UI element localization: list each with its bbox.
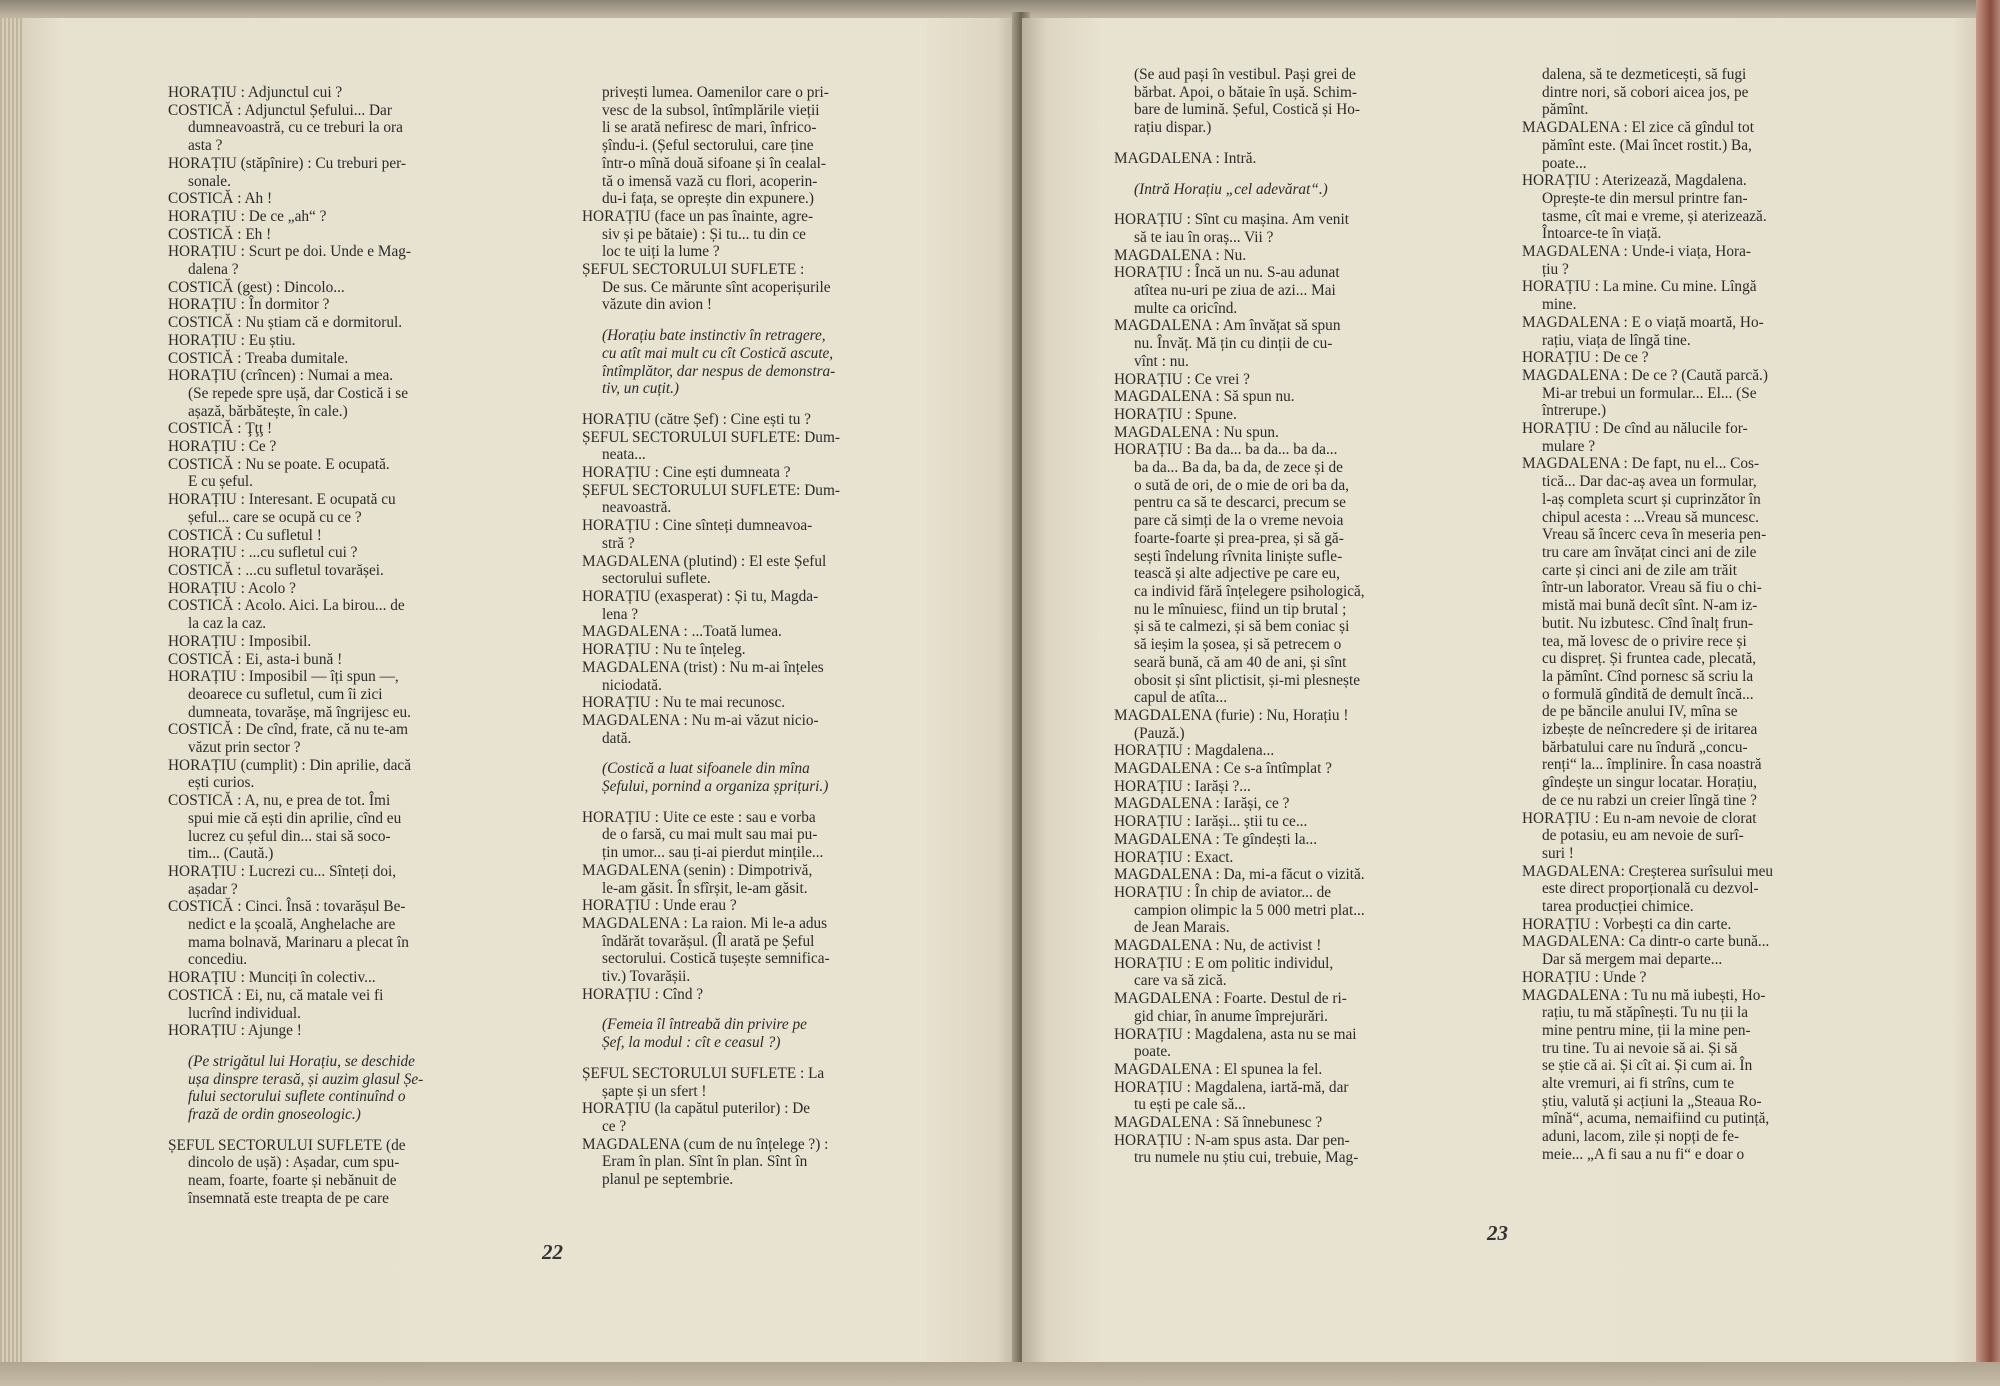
text-line [582,796,958,809]
text-line: tea, mă lovesc de o privire rece și [1542,632,1747,650]
text-line: dintre nori, să cobori aicea jos, pe [1542,83,1749,101]
text-line: MAGDALENA (cum de nu înțelege ?) : [582,1135,829,1153]
text-line: loc te uiți la lume ? [602,243,720,261]
text-line: Șef, la modul : cît e ceasul ?) [602,1034,781,1052]
text-line [582,314,958,327]
text-line: HORAȚIU : Eu n-am nevoie de clorat [1522,809,1757,827]
text-line: bare de lumină. Șeful, Costică și Ho- [1134,101,1361,119]
text-line: HORAȚIU : Iarăși... știi tu ce... [1114,813,1308,831]
text-line: HORAȚIU : De ce „ah“ ? [168,207,327,225]
text-line [582,398,958,411]
book-cover-edge-right [1976,0,2000,1386]
left-page-column-1 [168,84,540,1208]
text-line: ȘEFUL SECTORULUI SUFLETE: Dum- [582,481,840,499]
text-line: COSTICĂ : De cînd, frate, că nu te-am [168,721,408,739]
text-line: le-am găsit. În sfîrșit, le-am găsit. [602,879,808,897]
text-line: campion olimpic la 5 000 metri plat... [1134,901,1365,919]
text-line: HORAȚIU : Acolo ? [168,579,296,597]
text-line: o sută de ori, de o mie de ori ba da, [1134,476,1349,494]
text-line: renți“ la... împlinire. În casa noastră [1542,756,1762,774]
text-line: pentru ca să te descarci, precum se [1134,494,1346,512]
text-line: MAGDALENA : Te gîndești la... [1114,830,1318,848]
text-line: șeful... care se ocupă cu ce ? [188,508,362,526]
text-line: mama bolnavă, Marinaru a plecat în [188,933,409,951]
text-line: ce ? [602,1117,627,1135]
text-line: COSTICĂ : A, nu, e prea de tot. Îmi [168,792,391,810]
text-line: MAGDALENA : Nu spun. [1114,423,1279,441]
text-line: HORAȚIU : Cine sînteți dumneavoa- [582,517,813,535]
text-line: (Se repede spre ușă, dar Costică i se [188,384,409,402]
text-line: tu ești pe cale să... [1134,1096,1246,1114]
text-line: pare că simți de la o vreme nevoia [1134,512,1344,530]
text-line: MAGDALENA : Ce s-a întîmplat ? [1114,760,1332,778]
text-line: MAGDALENA : Iarăși, ce ? [1114,795,1290,813]
text-line: HORAȚIU : Ajunge ! [168,1022,302,1040]
text-line: deoarece cu sufletul, cum îi zici [188,685,383,703]
text-line: vînt : nu. [1134,352,1189,370]
text-line: bărbatului care nu îndură „concu- [1542,738,1748,756]
text-line [582,747,958,760]
text-line: l-aș completa scurt și cuprinzător în [1542,490,1761,508]
text-line: cu atît mai mult cu cît Costică ascute, [602,344,834,362]
text-line: șapte și un sfert ! [602,1082,707,1100]
text-line: tă o imensă vază cu flori, acoperin- [602,172,818,190]
text-line: MAGDALENA : El zice că gîndul tot [1522,119,1754,137]
text-line: MAGDALENA : Tu nu mă iubești, Ho- [1522,986,1766,1004]
text-line: HORAȚIU (stăpînire) : Cu treburi per- [168,154,407,172]
text-line: MAGDALENA : Nu, de activist ! [1114,937,1322,955]
text-line: MAGDALENA : Să înnebunesc ? [1114,1114,1323,1132]
text-line [168,1040,540,1053]
text-line: (Femeia îl întreabă din privire pe [602,1016,807,1034]
text-line: HORAȚIU : Imposibil — îți spun —, [168,668,399,686]
left-page [22,18,1020,1363]
text-line: COSTICĂ : Cu sufletul ! [168,526,322,544]
text-line: COSTICĂ : Treaba dumitale. [168,349,349,367]
text-line: ușa dinspre terasă, și auzim glasul Șe- [188,1070,424,1088]
text-line: să ieșim la șosea, și să petrecem o [1134,636,1342,654]
text-line: meie... „A fi sau a nu fi“ e doar o [1542,1145,1745,1163]
text-line: așadar ? [188,880,238,898]
text-line: privești lumea. Oamenilor care o pri- [602,84,829,101]
text-line: aduni, lacom, zile și nopți de fe- [1542,1128,1740,1146]
text-line: tru tine. Tu ai nevoie să ai. Și să [1542,1039,1738,1057]
text-line: sești îndelung rîvnita liniște sufle- [1134,547,1343,565]
text-line: MAGDALENA : De ce ? (Caută parcă.) [1522,366,1768,384]
text-line: HORAȚIU : E om politic individul, [1114,954,1334,972]
text-line: văzute din avion ! [602,296,713,314]
text-line: E cu șeful. [188,473,253,491]
text-line: capul de atîta... [1134,689,1228,707]
text-line: MAGDALENA : E o viață moartă, Ho- [1522,313,1764,331]
text-line: planul pe septembrie. [602,1171,734,1189]
text-line: stră ? [602,534,635,552]
text-line: HORAȚIU : Uite ce este : sau e vorba [582,808,816,826]
text-line: MAGDALENA: Creșterea surîsului meu [1522,862,1774,880]
text-line: HORAȚIU : Lucrezi cu... Sînteți doi, [168,862,397,880]
text-line: MAGDALENA : Am învățat să spun [1114,317,1341,335]
text-line: neam, foarte, foarte și nebănuit de [188,1172,397,1190]
text-line: ești curios. [188,774,255,792]
text-line: dumneavoastră, cu ce treburi la ora [188,119,403,137]
text-line: este direct proporțională cu dezvol- [1542,880,1759,898]
text-line: îndărăt tovarășul. (Îl arată pe Șeful [602,932,815,950]
text-line: suri ! [1542,844,1574,862]
page-number-left: 22 [542,1240,563,1264]
text-line: HORAȚIU : Cine ești dumneata ? [582,464,791,482]
text-line: pămînt. [1542,101,1589,119]
text-line: însemnată este treapta de pe care [188,1189,389,1207]
right-page [1022,18,1977,1363]
text-line: HORAȚIU (cumplit) : Din aprilie, dacă [168,756,411,774]
text-line: așază, bărbătește, în cale.) [188,402,348,420]
text-line: obosit și sînt plictisit, și-mi plesnește [1134,671,1361,689]
text-line: lena ? [602,605,639,623]
text-line: MAGDALENA : Da, mi-a făcut o vizită. [1114,866,1365,884]
text-line: dalena, să te dezmeticești, să fugi [1542,66,1747,83]
text-line: dumneata, tovarășe, mă îngrijesc eu. [188,703,411,721]
text-line: (Pauză.) [1134,724,1185,742]
text-line: MAGDALENA : ...Toată lumea. [582,623,782,641]
text-line: HORAȚIU : Imposibil. [168,632,312,650]
text-line: într-o mînă două sifoane și în cealal- [602,154,826,172]
text-line: să te iau în oraș... Vii ? [1134,228,1274,246]
text-line: ȘEFUL SECTORULUI SUFLETE : [582,261,805,279]
text-line: HORAȚIU : Iarăși ?... [1114,777,1251,795]
text-line: HORAȚIU : Scurt pe doi. Unde e Mag- [168,243,412,261]
text-line: Vreau să încerc ceva în meseria pen- [1542,526,1767,544]
text-line: lucrînd individual. [188,1004,302,1022]
text-line: atîtea nu-uri pe ziua de azi... Mai [1134,282,1336,300]
text-line: asta ? [188,137,223,155]
text-line: la pămînt. Cînd pornesc să scriu la [1542,667,1754,685]
text-line: tru numele nu știu cui, trebuie, Mag- [1134,1149,1359,1167]
text-line: HORAȚIU : Cînd ? [582,985,704,1003]
text-line: tiv.) Tovarășii. [602,968,691,986]
text-line: HORAȚIU : Adjunctul cui ? [168,84,343,101]
text-line: întîmplător, dar nespus de demonstra- [602,362,836,380]
text-line: dată. [602,729,632,747]
text-line: carte și cinci ani de zile am trăit [1542,561,1737,579]
text-line: HORAȚIU : Unde ? [1522,968,1647,986]
text-line: știu, valută și acțiuni la „Steaua Ro- [1542,1092,1762,1110]
text-line: HORAȚIU (face un pas înainte, agre- [582,207,814,225]
text-line: poate. [1134,1043,1171,1061]
text-line: HORAȚIU : Nu te înțeleg. [582,641,746,659]
text-line: și să te calmezi, și să bem coniac și [1134,618,1350,636]
text-line: MAGDALENA : Foarte. Destul de ri- [1114,990,1347,1008]
text-line: de potasiu, eu am nevoie de surî- [1542,827,1744,845]
text-line: vesc de la subsol, întîmplările vieții [602,101,820,119]
text-line: Șefului, pornind a organiza șprițuri.) [602,778,829,796]
text-line: MAGDALENA : Nu. [1114,246,1247,264]
text-line: HORAȚIU : Magdalena... [1114,742,1275,760]
text-line: HORAȚIU : Eu știu. [168,331,296,349]
text-line: COSTICĂ : Nu se poate. E ocupată. [168,455,390,473]
text-line: rațiu dispar.) [1134,119,1212,137]
text-line: COSTICĂ : Nu știam că e dormitorul. [168,314,403,332]
text-line: poate... [1542,154,1587,172]
text-line: HORAȚIU : În dormitor ? [168,296,330,314]
text-line: ȘEFUL SECTORULUI SUFLETE: Dum- [582,428,840,446]
book-cover-bottom [0,1362,2000,1386]
text-line: HORAȚIU : Magdalena, asta nu se mai [1114,1025,1357,1043]
text-line: sonale. [188,172,231,190]
text-line: (Se aud pași în vestibul. Pași grei de [1134,66,1356,83]
text-line: HORAȚIU : ...cu sufletul cui ? [168,544,358,562]
text-line: gîndește un singur locatar. Horațiu, [1542,774,1757,792]
text-line: HORAȚIU : Munciți în colectiv... [168,969,376,987]
text-line: tească și alte adjective pe care eu, [1134,565,1340,583]
text-line: HORAȚIU : Spune. [1114,405,1237,423]
text-line: de o farsă, cu mai mult sau mai pu- [602,826,818,844]
text-line: HORAȚIU : La mine. Cu mine. Lîngă [1522,278,1757,296]
text-line: MAGDALENA : La raion. Mi le-a adus [582,914,828,932]
text-line: HORAȚIU : Aterizează, Magdalena. [1522,172,1747,190]
text-line: COSTICĂ (gest) : Dincolo... [168,278,345,296]
text-line: dalena ? [188,261,239,279]
text-line: tru care am învățat cinci ani de zile [1542,543,1757,561]
text-line: HORAȚIU : Ce vrei ? [1114,370,1250,388]
text-line: nedict e la școală, Anghelache are [188,916,396,934]
text-line: MAGDALENA (furie) : Nu, Horațiu ! [1114,706,1349,724]
text-line: HORAȚIU : Exact. [1114,848,1234,866]
text-line: gid chiar, în anume împrejurări. [1134,1007,1328,1025]
text-line: HORAȚIU : Magdalena, iartă-mă, dar [1114,1078,1349,1096]
text-line: șîndu-i. (Șeful sectorului, care ține [602,137,814,155]
text-line [582,1003,958,1016]
text-line: concediu. [188,951,248,969]
text-line: HORAȚIU (exasperat) : Și tu, Magda- [582,587,819,605]
text-line: lucrez cu șeful din... stai să soco- [188,827,391,845]
text-line [1114,168,1498,181]
text-line: MAGDALENA : Unde-i viața, Hora- [1522,243,1751,261]
text-line: întrerupe.) [1542,402,1607,420]
text-line: o formulă gîndită de demult încă... [1542,685,1754,703]
text-line: fului sectorului suflete continuînd o [188,1088,406,1106]
text-line: țiu ? [1542,260,1569,278]
page-number-right: 23 [1487,1221,1508,1245]
text-line: de pe băncile anului IV, mîna se [1542,703,1738,721]
text-line: mine pentru mine, ții la mine pen- [1542,1021,1751,1039]
left-page-column-2 [582,84,958,1189]
text-line: tică... Dar dac-aș avea un formular, [1542,473,1757,491]
text-line: MAGDALENA : Intră. [1114,149,1257,167]
text-line: li se arată nefiresc de mari, înfrico- [602,119,817,137]
text-line: nu le mînuiesc, fiind un tip brutal ; [1134,600,1347,618]
text-line: neavoastră. [602,499,672,517]
text-line: COSTICĂ : Acolo. Aici. La birou... de [168,597,405,615]
text-line: cu dispreț. Și fruntea cade, plecată, [1542,650,1757,668]
text-line: HORAȚIU : De cînd au nălucile for- [1522,420,1748,438]
text-line: MAGDALENA (plutind) : El este Șeful [582,552,827,570]
text-line: HORAȚIU : N-am spus asta. Dar pen- [1114,1131,1350,1149]
text-line: siv și pe bătaie) : Și tu... tu din ce [602,225,806,243]
text-line: (Horațiu bate instinctiv în retragere, [602,327,826,345]
text-line: spui mie că ești din aprilie, cînd eu [188,809,402,827]
text-line: neata... [602,446,646,464]
text-line: Dar să mergem mai departe... [1542,951,1723,969]
text-line: COSTICĂ : ...cu sufletul tovarășei. [168,561,384,579]
text-line: HORAȚIU : Ba da... ba da... ba da... [1114,441,1338,459]
text-line: Mi-ar trebui un formular... El... (Se [1542,384,1757,402]
text-line: ca individ fără înțelegere psihologică, [1134,582,1365,600]
text-line: MAGDALENA : Să spun nu. [1114,388,1295,406]
text-line: izbește de neîncredere și de iritarea [1542,721,1758,739]
text-line: HORAȚIU (către Șef) : Cine ești tu ? [582,410,811,428]
text-line: de ce nu rabzi un creier lîngă tine ? [1542,791,1757,809]
text-line: Întoarce-te în viață. [1542,225,1662,243]
text-line: la caz la caz. [188,615,267,633]
text-line: ȘEFUL SECTORULUI SUFLETE : La [582,1064,825,1082]
text-line: niciodată. [602,676,662,694]
text-line: (Pe strigătul lui Horațiu, se deschide [188,1052,415,1070]
text-line: rațiu, viața de lîngă tine. [1542,331,1691,349]
text-line: MAGDALENA : De fapt, nu el... Cos- [1522,455,1760,473]
text-line: COSTICĂ : Ei, nu, că matale vei fi [168,986,384,1004]
text-line: HORAȚIU (crîncen) : Numai a mea. [168,367,394,385]
text-line: MAGDALENA : Nu m-ai văzut nicio- [582,711,819,729]
text-line: COSTICĂ : Ah ! [168,190,273,208]
text-line: (Intră Horațiu „cel adevărat“.) [1134,180,1328,198]
text-line: mulare ? [1542,437,1596,455]
text-line: De sus. Ce mărunte sînt acoperișurile [602,278,831,296]
text-line: frază de ordin gnoseologic.) [188,1106,361,1124]
text-line: COSTICĂ : Ţţţ ! [168,420,273,438]
text-line: COSTICĂ : Ei, asta-i bună ! [168,650,343,668]
text-line: HORAȚIU : Nu te mai recunosc. [582,694,786,712]
text-line: nu. Învăț. Mă țin cu dinții de cu- [1134,335,1333,353]
text-line: foarte-foarte și prea-prea, și să gă- [1134,529,1344,547]
text-line: pămînt este. (Mai încet rostit.) Ba, [1542,136,1752,154]
text-line: mine. [1542,296,1577,314]
text-line: tim... (Caută.) [188,845,274,863]
text-line: HORAȚIU : În chip de aviator... de [1114,883,1332,901]
text-line: HORAȚIU : Încă un nu. S-au adunat [1114,264,1340,282]
text-line: sectorului suflete. [602,570,711,588]
text-line: HORAȚIU : Ce ? [168,438,277,456]
text-line: țin umor... sau ți-ai pierdut mințile... [602,844,824,862]
text-line: tarea producției chimice. [1542,898,1694,916]
text-line [582,1052,958,1065]
right-page-column-2 [1522,66,1900,1164]
text-line: bărbat. Apoi, o bătaie în ușă. Schim- [1134,83,1358,101]
text-line: ba da... Ba da, ba da, de zece și de [1134,459,1343,477]
right-page-column-1 [1114,66,1498,1167]
text-line: văzut prin sector ? [188,739,301,757]
text-line [1114,137,1498,150]
text-line: MAGDALENA (trist) : Nu m-ai înțeles [582,658,824,676]
text-line: HORAȚIU : Vorbești ca din carte. [1522,915,1732,933]
text-line: de Jean Marais. [1134,919,1230,937]
text-line: sectorului. Costică tușește semnifica- [602,950,830,968]
text-line: (Costică a luat sifoanele din mîna [602,760,810,778]
text-line: Oprește-te din mersul printre fan- [1542,189,1748,207]
text-line: alte vremuri, ai fi strîns, cum te [1542,1075,1735,1093]
text-line [168,1124,540,1137]
text-line: tasme, cît mai e vreme, și aterizează. [1542,207,1767,225]
book-cover-top [0,0,2000,18]
text-line: într-un laborator. Vreau să fiu o chi- [1542,579,1762,597]
text-line: seară bună, că am 40 de ani, și sînt [1134,653,1347,671]
text-line: HORAȚIU : Unde erau ? [582,897,737,915]
text-line: du-i fața, se oprește din expunere.) [602,190,814,208]
text-line: care va să zică. [1134,972,1227,990]
text-line: MAGDALENA : El spunea la fel. [1114,1060,1323,1078]
text-line: chipul acesta : ...Vreau să muncesc. [1542,508,1759,526]
text-line: COSTICĂ : Adjunctul Șefului... Dar [168,101,392,119]
text-line: MAGDALENA: Ca dintr-o carte bună... [1522,933,1770,951]
text-line: mistă mai bună decît sînt. N-am iz- [1542,597,1758,615]
text-line: Eram în plan. Sînt în plan. Sînt în [602,1153,808,1171]
text-line: HORAȚIU : De ce ? [1522,349,1649,367]
text-line: COSTICĂ : Eh ! [168,225,272,243]
text-line: HORAȚIU (la capătul puterilor) : De [582,1100,811,1118]
text-line: MAGDALENA (senin) : Dimpotrivă, [582,861,813,879]
text-line [1114,198,1498,211]
text-line: HORAȚIU : Sînt cu mașina. Am venit [1114,211,1349,229]
text-line: ȘEFUL SECTORULUI SUFLETE (de [168,1136,406,1154]
text-line: rațiu, tu mă stăpînești. Tu nu ții la [1542,1004,1749,1022]
text-line: dincolo de ușă) : Așadar, cum spu- [188,1154,400,1172]
text-line: HORAȚIU : Interesant. E ocupată cu [168,491,396,509]
text-line: multe ca oricînd. [1134,299,1238,317]
text-line: butit. Nu izbutesc. Cînd înalț frun- [1542,614,1754,632]
text-line: mînă“, acuma, nemaifiind cu putință, [1542,1110,1770,1128]
text-line: se știe că ai. Și cît ai. Și cum ai. În [1542,1057,1753,1075]
text-line: COSTICĂ : Cinci. Însă : tovarășul Be- [168,898,406,916]
text-line: tiv, un cuțit.) [602,380,680,398]
